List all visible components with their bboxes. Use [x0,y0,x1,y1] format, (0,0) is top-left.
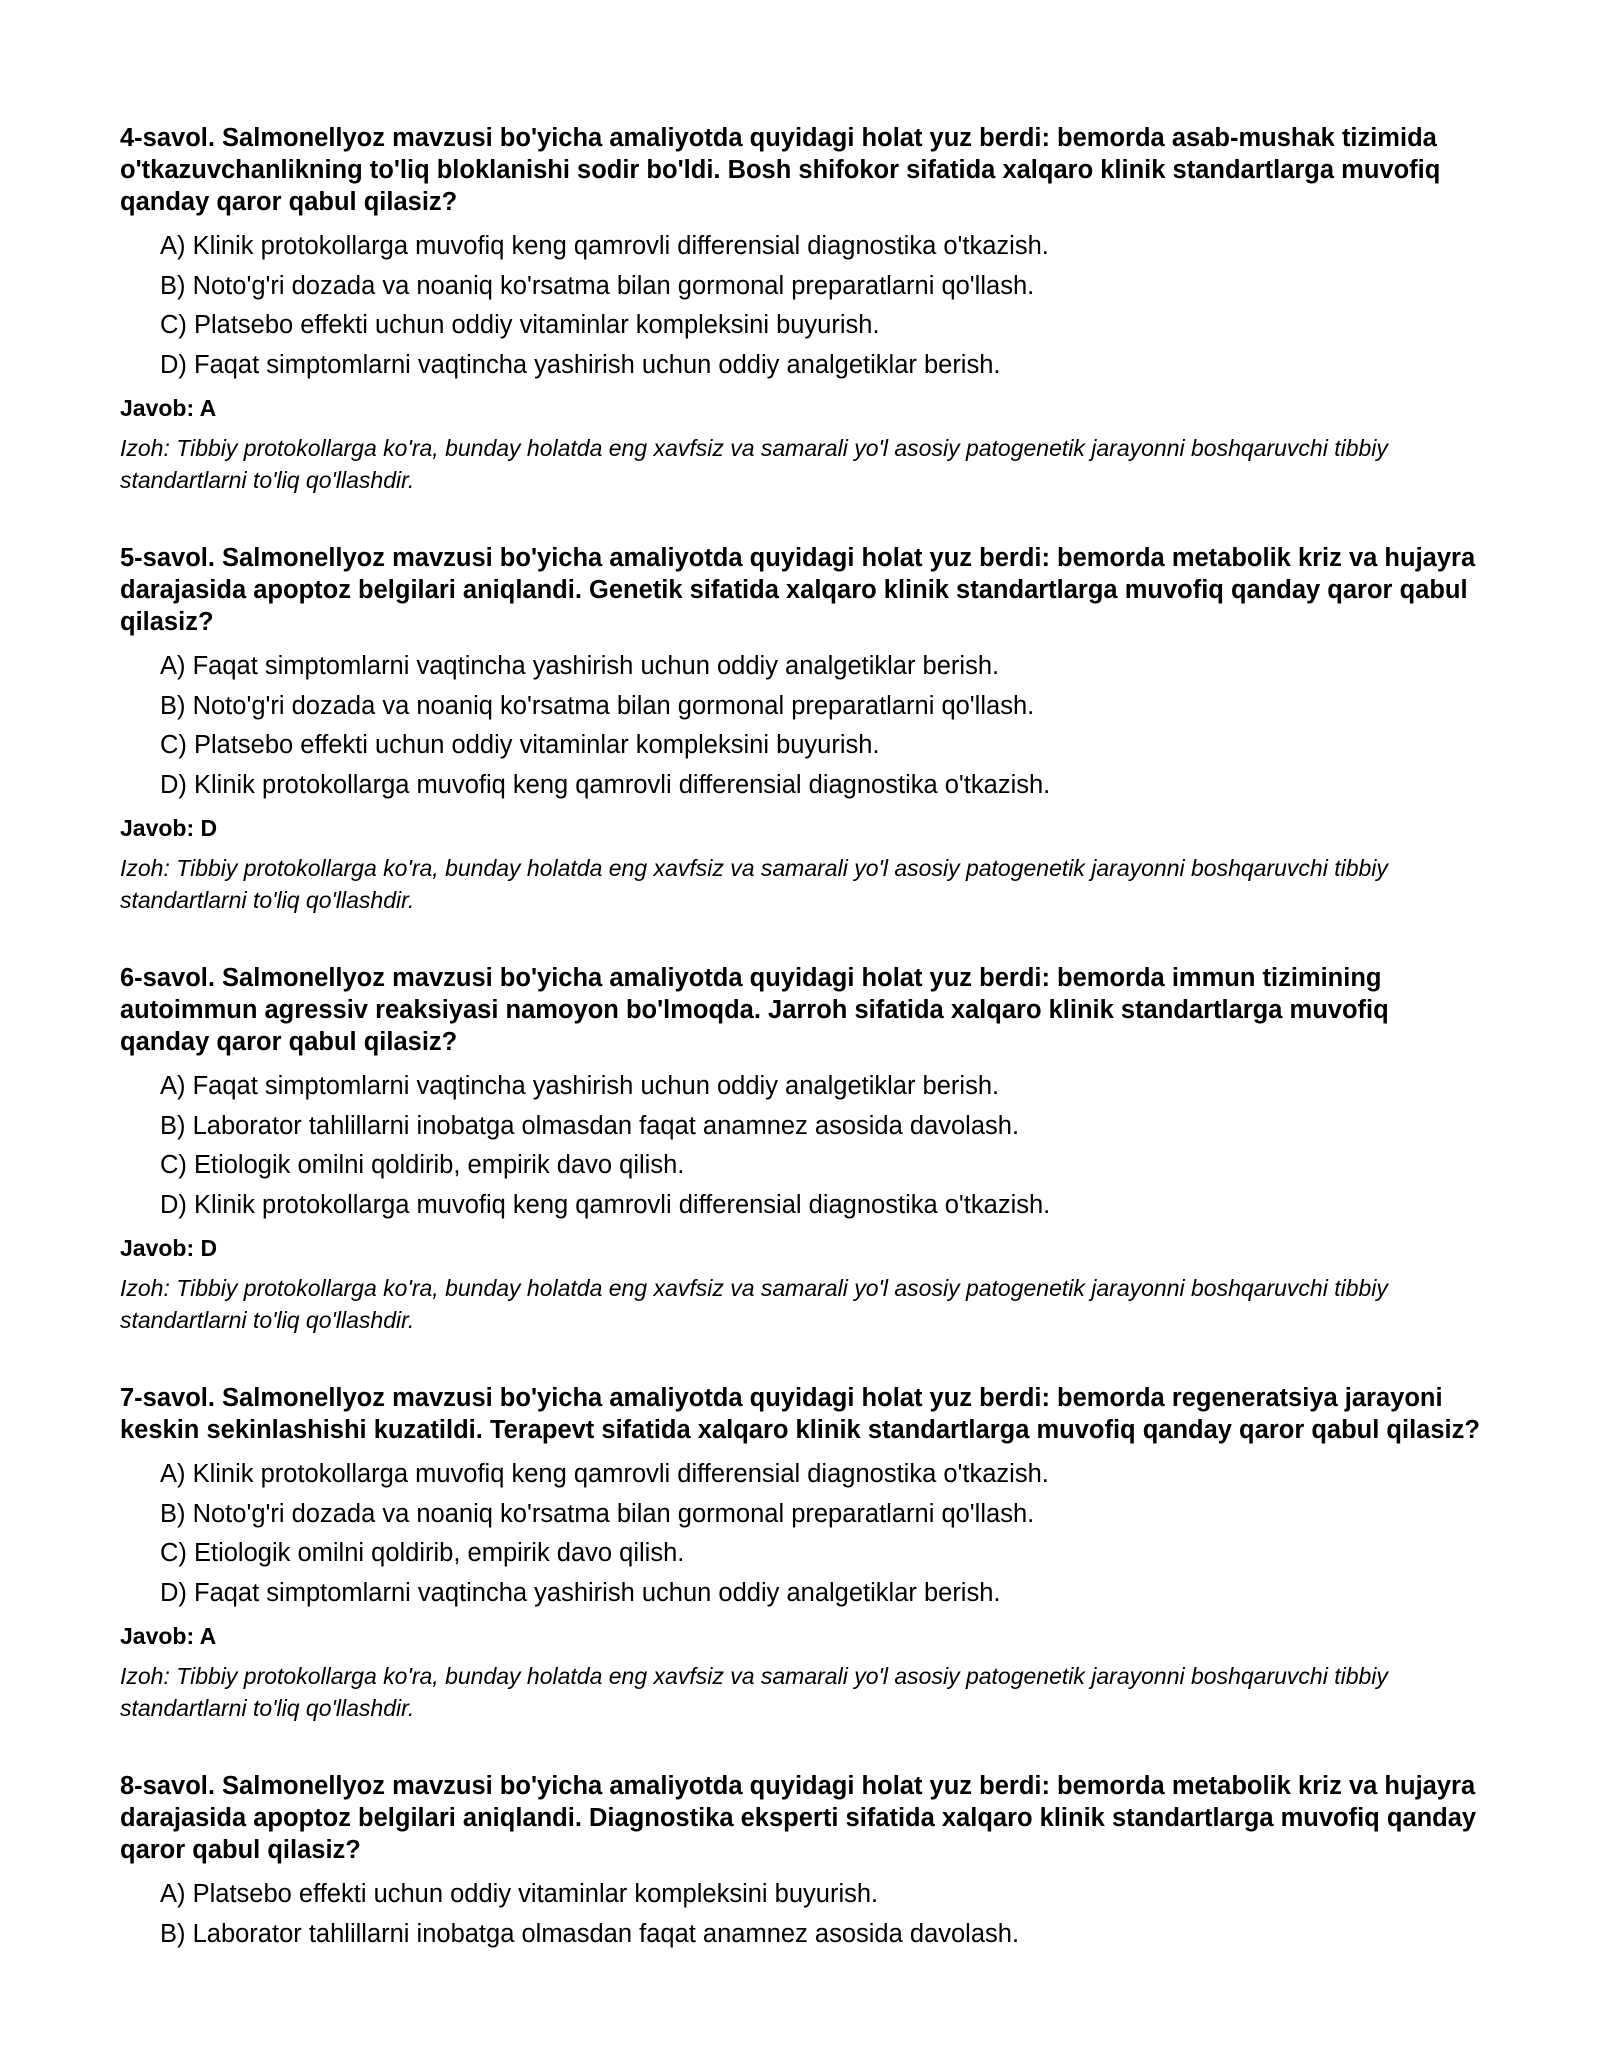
option-item: A) Klinik protokollarga muvofiq keng qamrovli differensial diagnostika o'tkazish. [160,232,1049,260]
question-text: 7-savol. Salmonellyoz mavzusi bo'yicha amaliyotda quyidagi holat yuz berdi: bemorda regeneratsiya jarayoni keskin sekinlashishi kuzatildi. Terapevt sifatida xalqaro klinik standartlarga muvofiq qanday qaror qabul qilasiz? [120,1384,1480,1444]
question-text: 5-savol. Salmonellyoz mavzusi bo'yicha amaliyotda quyidagi holat yuz berdi: bemorda metabolik kriz va hujayra darajasida apoptoz belgilari aniqlandi. Genetik sifatida xalqaro klinik standartlarga muvofiq qanday qaror qabul qilasiz? [120,544,1476,636]
explanation-text: Izoh: Tibbiy protokollarga ko'ra, bunday holatda eng xavfsiz va samarali yo'l asosiy patogenetik jarayonni boshqaruvchi tibbiy standartlarni to'liq qo'llashdir. [120,1275,1388,1333]
question-block [120,1382,1480,1724]
option-item: C) Platsebo effekti uchun oddiy vitaminlar kompleksini buyurish. [160,311,880,339]
explanation-text: Izoh: Tibbiy protokollarga ko'ra, bunday holatda eng xavfsiz va samarali yo'l asosiy patogenetik jarayonni boshqaruvchi tibbiy standartlarni to'liq qo'llashdir. [120,435,1388,493]
option-item: A) Faqat simptomlarni vaqtincha yashirish uchun oddiy analgetiklar berish. [160,1072,1000,1100]
option-item: D) Faqat simptomlarni vaqtincha yashirish uchun oddiy analgetiklar berish. [160,350,1001,379]
explanation-text: Izoh: Tibbiy protokollarga ko'ra, bunday holatda eng xavfsiz va samarali yo'l asosiy patogenetik jarayonni boshqaruvchi tibbiy standartlarni to'liq qo'llashdir. [120,1663,1388,1721]
option-item: C) Platsebo effekti uchun oddiy vitaminlar kompleksini buyurish. [160,731,880,759]
question-block [120,122,1480,496]
option-item: B) Noto'g'ri dozada va noaniq ko'rsatma bilan gormonal preparatlarni qo'llash. [160,691,1035,720]
option-item: B) Noto'g'ri dozada va noaniq ko'rsatma bilan gormonal preparatlarni qo'llash. [160,1499,1035,1528]
question-text: 4-savol. Salmonellyoz mavzusi bo'yicha amaliyotda quyidagi holat yuz berdi: bemorda asab-mushak tizimida o'tkazuvchanlikning to'liq bloklanishi sodir bo'ldi. Bosh shifokor sifatida xalqaro klinik standartlarga muvofiq qanday qaror qabul qilasiz? [120,124,1441,216]
options-list [120,1875,1480,1954]
options-list [120,1067,1480,1225]
option-item: C) Etiologik omilni qoldirib, empirik davo qilish. [160,1151,685,1179]
option-item: A) Klinik protokollarga muvofiq keng qamrovli differensial diagnostika o'tkazish. [160,1460,1049,1488]
explanation-text: Izoh: Tibbiy protokollarga ko'ra, bunday holatda eng xavfsiz va samarali yo'l asosiy patogenetik jarayonni boshqaruvchi tibbiy standartlarni to'liq qo'llashdir. [120,855,1388,913]
option-item: A) Faqat simptomlarni vaqtincha yashirish uchun oddiy analgetiklar berish. [160,652,1000,680]
options-list [120,647,1480,805]
answer-label: Javob: D [120,815,218,841]
option-item: B) Noto'g'ri dozada va noaniq ko'rsatma bilan gormonal preparatlarni qo'llash. [160,271,1035,300]
question-block [120,962,1480,1336]
option-item: D) Klinik protokollarga muvofiq keng qamrovli differensial diagnostika o'tkazish. [160,1190,1051,1219]
options-list [120,227,1480,385]
option-item: B) Laborator tahlillarni inobatga olmasdan faqat anamnez asosida davolash. [160,1919,1020,1948]
option-item: C) Etiologik omilni qoldirib, empirik davo qilish. [160,1539,685,1567]
option-item: B) Laborator tahlillarni inobatga olmasdan faqat anamnez asosida davolash. [160,1111,1020,1140]
question-text: 8-savol. Salmonellyoz mavzusi bo'yicha amaliyotda quyidagi holat yuz berdi: bemorda metabolik kriz va hujayra darajasida apoptoz belgilari aniqlandi. Diagnostika eksperti sifatida xalqaro klinik standartlarga muvofiq qanday qaror qabul qilasiz? [120,1772,1477,1864]
option-item: A) Platsebo effekti uchun oddiy vitaminlar kompleksini buyurish. [160,1880,879,1908]
option-item: D) Faqat simptomlarni vaqtincha yashirish uchun oddiy analgetiklar berish. [160,1578,1001,1607]
document-page [120,122,1480,2000]
answer-label: Javob: D [120,1235,218,1261]
question-block [120,1770,1480,1954]
option-item: D) Klinik protokollarga muvofiq keng qamrovli differensial diagnostika o'tkazish. [160,770,1051,799]
options-list [120,1455,1480,1613]
answer-label: Javob: A [120,395,217,421]
question-text: 6-savol. Salmonellyoz mavzusi bo'yicha amaliyotda quyidagi holat yuz berdi: bemorda immun tizimining autoimmun agressiv reaksiyasi namoyon bo'lmoqda. Jarroh sifatida xalqaro klinik standartlarga muvofiq qanday qaror qabul qilasiz? [120,964,1389,1056]
answer-label: Javob: A [120,1623,217,1649]
question-block [120,542,1480,916]
